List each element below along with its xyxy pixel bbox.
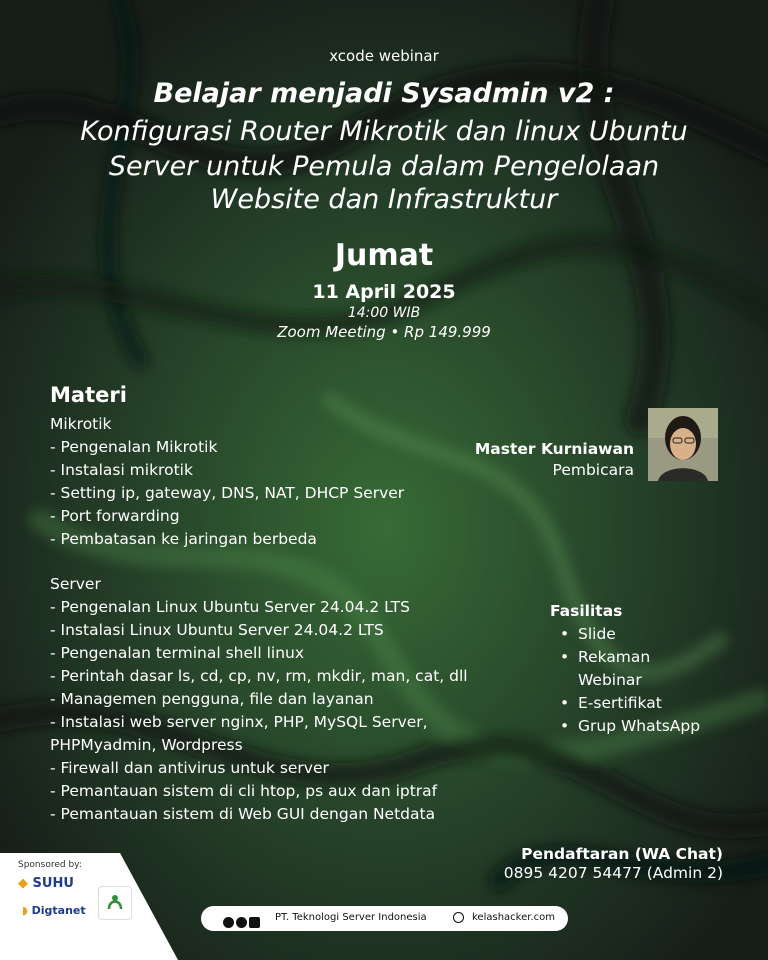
list-item: - Pengenalan Linux Ubuntu Server 24.04.2 LTS — [50, 598, 410, 616]
list-item: - Pengenalan terminal shell linux — [50, 644, 305, 662]
youtube-icon[interactable] — [236, 917, 247, 928]
list-item: • Slide — [560, 623, 740, 646]
title-main: Belajar menjadi Sysadmin v2 : — [153, 78, 615, 109]
list-item: - Firewall dan antivirus untuk server — [50, 759, 329, 777]
list-item: - Port forwarding — [50, 507, 180, 525]
sponsor-label: Sponsored by: — [18, 860, 82, 870]
list-item: - Instalasi web server nginx, PHP, MySQL Server, — [50, 713, 428, 731]
list-item: - Instalasi Linux Ubuntu Server 24.04.2 LTS — [50, 621, 384, 639]
partner-logo — [98, 886, 132, 920]
materi-heading: Materi — [50, 383, 127, 407]
list-item: - Managemen pengguna, file dan layanan — [50, 690, 374, 708]
eyebrow-label: xcode webinar — [329, 47, 439, 65]
materi-list — [50, 413, 510, 826]
event-day: Jumat — [334, 238, 434, 273]
mikrotik-title: Mikrotik — [50, 415, 112, 433]
list-item: - Pengenalan Mikrotik — [50, 438, 218, 456]
social-icons — [223, 912, 262, 931]
list-item: • Rekaman Webinar — [560, 646, 678, 692]
title-line-1: Konfigurasi Router Mikrotik dan linux Ubuntu — [80, 116, 688, 147]
list-item: - Instalasi mikrotik — [50, 461, 193, 479]
registration-heading: Pendaftaran (WA Chat) — [521, 845, 723, 863]
globe-icon — [453, 912, 464, 923]
list-item: PHPMyadmin, Wordpress — [50, 736, 243, 754]
registration-number: 0895 4207 54477 (Admin 2) — [503, 864, 723, 882]
event-venue: Zoom Meeting • Rp 149.999 — [277, 323, 491, 341]
digtanet-logo: ◗ Digtanet — [22, 904, 86, 917]
list-item: - Perintah dasar ls, cd, cp, nv, rm, mkdir, man, cat, dll — [50, 667, 468, 685]
list-item: - Pemantauan sistem di Web GUI dengan Netdata — [50, 805, 436, 823]
speaker-photo — [648, 408, 718, 481]
list-item: • E-sertifikat — [560, 692, 740, 715]
instagram-icon[interactable] — [223, 917, 234, 928]
footer-website-link[interactable]: kelashacker.com — [472, 912, 555, 923]
title-line-3: Website dan Infrastruktur — [210, 184, 558, 215]
title-line-2: Server untuk Pemula dalam Pengelolaan — [108, 151, 660, 182]
event-date: 11 April 2025 — [312, 281, 456, 303]
speaker-role: Pembicara — [552, 461, 634, 479]
fasilitas-list — [560, 623, 740, 738]
suhu-logo: ◆ SUHU — [18, 876, 74, 891]
fasilitas-heading: Fasilitas — [550, 602, 623, 620]
list-item: - Pembatasan ke jaringan berbeda — [50, 530, 317, 548]
list-item: • Grup WhatsApp — [560, 715, 740, 738]
speaker-name: Master Kurniawan — [474, 440, 634, 458]
footer-company: PT. Teknologi Server Indonesia — [275, 912, 427, 923]
footer-bar — [201, 906, 568, 931]
list-item: - Setting ip, gateway, DNS, NAT, DHCP Server — [50, 484, 405, 502]
list-item: - Pemantauan sistem di cli htop, ps aux dan iptraf — [50, 782, 438, 800]
server-title: Server — [50, 575, 101, 593]
event-time: 14:00 WIB — [347, 305, 421, 321]
linkedin-icon[interactable] — [249, 917, 260, 928]
